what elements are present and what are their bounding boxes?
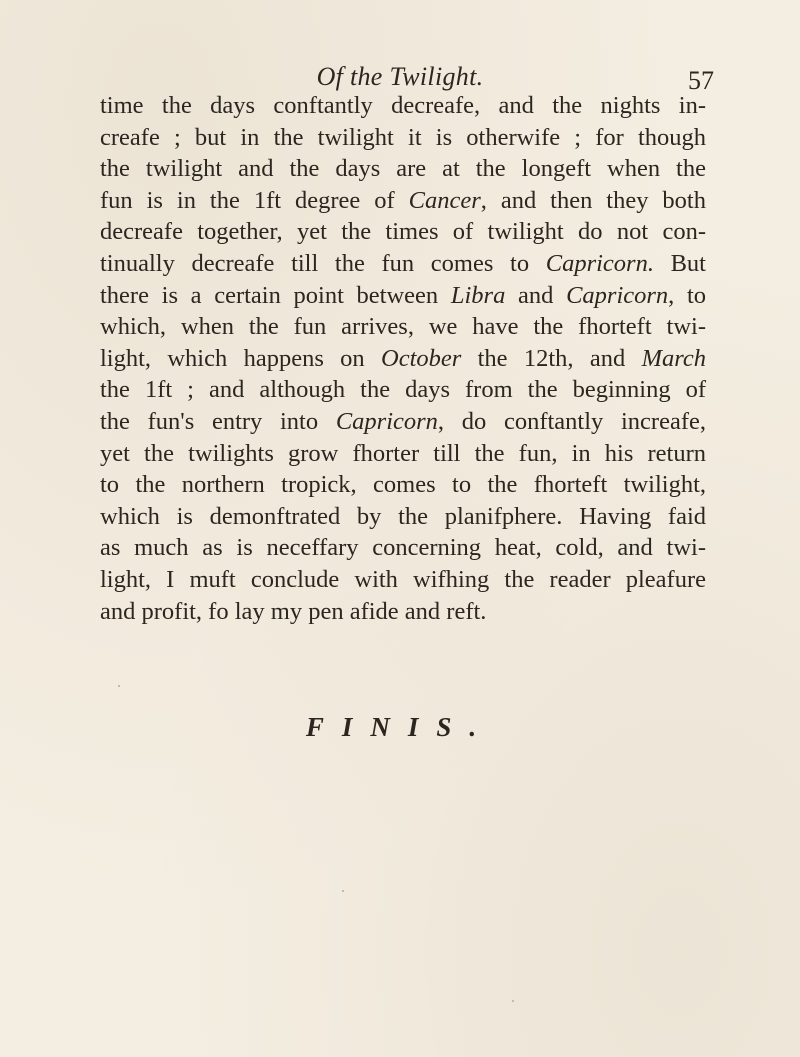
text-line <box>100 248 706 280</box>
text-line <box>100 311 706 343</box>
text-run: the fun's entry into <box>100 407 336 435</box>
text-run: yet the twilights grow fhorter till the fun, in his return <box>100 439 706 467</box>
text-run: fun is in the 1ft degree of <box>100 186 409 214</box>
finis-mark: FINIS. <box>305 712 495 742</box>
text-line <box>100 343 706 375</box>
text-run: But <box>653 249 706 277</box>
text-line <box>100 406 706 438</box>
italic-term: Libra <box>450 281 506 309</box>
text-run: and profit, fo lay my pen afide and reft. <box>100 597 487 625</box>
text-line <box>100 564 706 596</box>
italic-term: Cancer <box>408 186 481 214</box>
paper-speck <box>118 685 120 687</box>
italic-term: March <box>641 344 706 372</box>
text-run: and <box>505 281 567 309</box>
text-line <box>100 469 706 501</box>
paper-speck <box>512 1000 514 1002</box>
text-line <box>100 216 706 248</box>
text-run: there is a certain point between <box>100 281 451 309</box>
text-run: which is demonftrated by the planifphere. Having faid <box>100 502 706 530</box>
text-line <box>100 438 706 470</box>
text-line <box>100 374 706 406</box>
text-line <box>100 280 706 312</box>
text-run: which, when the fun arrives, we have the fhorteft twi- <box>100 313 706 341</box>
text-run: creafe ; but in the twilight it is otherwife ; for though <box>100 123 706 151</box>
text-run: , and then they both <box>480 186 706 214</box>
text-run: as much as is neceffary concerning heat, cold, and twi- <box>100 534 706 562</box>
text-line <box>100 185 706 217</box>
body-text <box>100 90 706 627</box>
text-line <box>100 501 706 533</box>
italic-term: Capricorn <box>566 281 669 309</box>
text-line <box>100 153 706 185</box>
italic-term: Capricorn. <box>545 249 654 277</box>
text-line <box>100 122 706 154</box>
text-line <box>100 90 706 122</box>
text-run: the 1ft ; and although the days from the beginning of <box>100 376 706 404</box>
text-run: , to <box>668 281 707 309</box>
paper-speck <box>342 890 344 892</box>
text-run: the 12th, and <box>461 344 642 372</box>
text-run: to the northern tropick, comes to the fhorteft twilight, <box>100 471 706 499</box>
text-run: , do conftantly increafe, <box>437 407 706 435</box>
text-run: decreafe together, yet the times of twilight do not con- <box>100 218 706 246</box>
text-run: light, I muft conclude with wifhing the reader pleafure <box>100 565 706 593</box>
text-line <box>100 596 706 628</box>
italic-term: October <box>381 344 462 372</box>
text-run: time the days conftantly decreafe, and the nights in- <box>100 92 706 119</box>
text-run: the twilight and the days are at the longeft when the <box>100 155 706 183</box>
text-line <box>100 532 706 564</box>
text-run: tinually decreafe till the fun comes to <box>100 249 546 277</box>
running-title: Of the Twilight. <box>316 62 484 91</box>
page-number: 57 <box>688 66 714 95</box>
italic-term: Capricorn <box>335 407 438 435</box>
text-run: light, which happens on <box>100 344 381 372</box>
